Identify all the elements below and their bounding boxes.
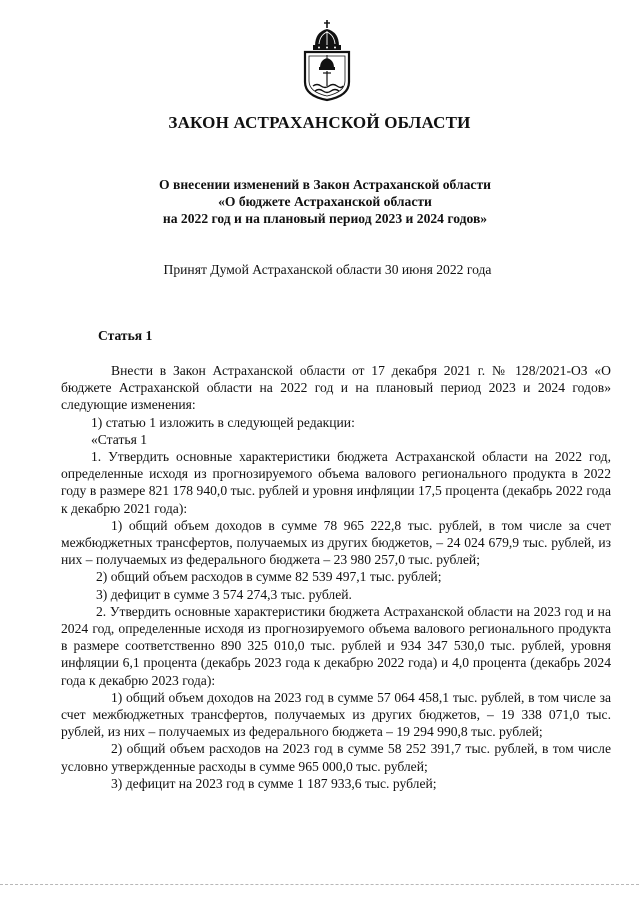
paragraph: Внести в Закон Астраханской области от 17 декабря 2021 г. № 128/2021-ОЗ «О бюджете Астраханской области на 2022 год и на плановый период 2023 и 2024 годов» следующие изменения: [61, 363, 611, 413]
paragraph: 2. Утвердить основные характеристики бюджета Астраханской области на 2023 год и на 2024 год, определенные исходя из прогнозируемого объема валового регионального продукта в размере соответственно 890 325 010,0 тыс. рублей и 934 347 530,0 тыс. рублей, уровня инфляции 6,1 процента (декабрь 2023 года к декабрю 2022 года) и 4,0 процента (декабрь 2024 года к декабрю 2023 года): [61, 603, 611, 688]
article-body [61, 362, 611, 792]
paragraph: 3) дефицит на 2023 год в сумме 1 187 933,6 тыс. рублей; [111, 775, 437, 791]
scan-divider [0, 884, 639, 885]
adoption-note: Принят Думой Астраханской области 30 июня 2022 года [163, 262, 492, 277]
paragraph: 1) общий объем доходов на 2023 год в сумме 57 064 458,1 тыс. рублей, в том числе за счет межбюджетных трансфертов, получаемых из других бюджетов, – 19 338 071,0 тыс. рублей, из них – получаемых из федерального бюджета – 19 294 990,8 тыс. рублей; [61, 689, 611, 740]
article-heading: Статья 1 [98, 328, 153, 343]
paragraph: 1. Утвердить основные характеристики бюджета Астраханской области на 2022 год, определенные исходя из прогнозируемого объема валового регионального продукта в 2022 году в размере 821 178 940,0 тыс. рублей и уровня инфляции 17,5 процента (декабрь 2022 года к декабрю 2021 года): [61, 449, 611, 516]
paragraph: 3) дефицит в сумме 3 574 274,3 тыс. рублей. [96, 586, 352, 602]
subject-line: на 2022 год и на плановый период 2023 и 2024 годов» [162, 211, 488, 226]
paragraph: 1) статью 1 изложить в следующей редакции: [91, 414, 355, 430]
subject-line: О внесении изменений в Закон Астраханской области [159, 177, 491, 192]
paragraph: «Статья 1 [91, 431, 148, 447]
paragraph: 2) общий объем расходов в сумме 82 539 497,1 тыс. рублей; [96, 569, 442, 585]
law-subject [60, 176, 590, 227]
subject-line: «О бюджете Астраханской области [218, 194, 432, 209]
paragraph: 2) общий объем расходов на 2023 год в сумме 58 252 391,7 тыс. рублей, в том числе условно утвержденные расходы в сумме 965 000,0 тыс. рублей; [61, 741, 611, 774]
coat-of-arms-icon [299, 20, 355, 102]
law-title: ЗАКОН АСТРАХАНСКОЙ ОБЛАСТИ [168, 113, 471, 132]
paragraph: 1) общий объем доходов в сумме 78 965 222,8 тыс. рублей, в том числе за счет межбюджетных трансфертов, получаемых из других бюджетов, – 24 024 679,9 тыс. рублей, из них – получаемых из федерального бюджета – 23 980 257,0 тыс. рублей; [61, 517, 611, 568]
